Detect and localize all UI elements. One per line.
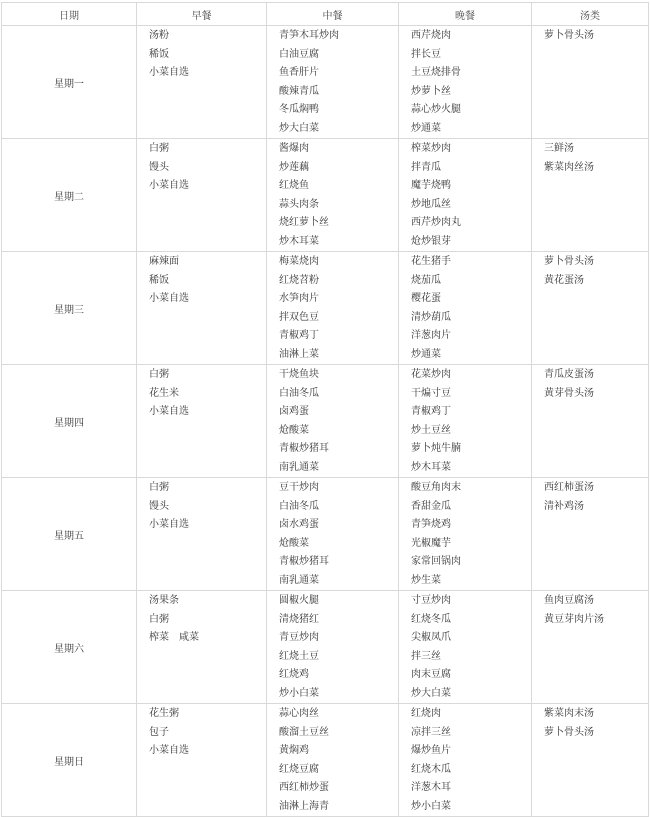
menu-item: 白油冬瓜 (279, 387, 319, 399)
menu-item: 西红柿炒蛋 (279, 782, 329, 793)
menu-item: 包子 (149, 726, 169, 738)
dinner-cell (399, 704, 532, 817)
menu-item: 炒莲藕 (279, 161, 309, 173)
menu-item: 炒萝卜丝 (411, 85, 451, 97)
menu-item: 萝卜骨头汤 (544, 256, 594, 267)
menu-item: 青椒鸡丁 (411, 406, 451, 417)
menu-item: 花生粥 (149, 708, 179, 719)
soup-cell (532, 252, 649, 365)
menu-item: 萝卜炖牛腩 (411, 443, 461, 454)
menu-item: 樱花蛋 (411, 293, 441, 304)
menu-item: 炒小白菜 (279, 687, 319, 699)
menu-item: 小菜自选 (149, 745, 189, 756)
dinner-cell (399, 365, 532, 478)
menu-item: 炒木耳菜 (279, 235, 319, 247)
day-cell: 星期五 (2, 478, 137, 591)
menu-item: 青笋木耳炒肉 (279, 30, 339, 41)
menu-item: 蒜心炒火腿 (411, 104, 461, 115)
menu-item: 青瓜皮蛋汤 (544, 369, 594, 380)
menu-item: 小菜自选 (149, 293, 189, 304)
menu-item: 稀饭 (149, 274, 169, 286)
menu-item: 南乳通菜 (279, 461, 319, 473)
weekly-menu-table (1, 2, 649, 817)
breakfast-cell (137, 591, 267, 704)
table-row (2, 478, 649, 591)
day-cell: 星期三 (2, 252, 137, 365)
menu-item: 冬瓜焖鸭 (279, 104, 319, 115)
menu-item: 黄焖鸡 (279, 745, 309, 756)
menu-item: 汤果条 (149, 595, 179, 606)
menu-item: 白油冬瓜 (279, 500, 319, 512)
day-cell: 星期六 (2, 591, 137, 704)
menu-item: 炒木耳菜 (411, 461, 451, 473)
lunch-cell (267, 252, 399, 365)
menu-item: 炒大白菜 (279, 122, 319, 134)
menu-item: 白粥 (149, 143, 169, 154)
menu-item: 油淋上菜 (279, 348, 319, 360)
menu-item: 烧茄瓜 (411, 274, 441, 286)
menu-item: 青椒炒猪耳 (279, 556, 329, 567)
menu-item: 炒地瓜丝 (411, 198, 451, 210)
soup-cell (532, 704, 649, 817)
day-cell: 星期一 (2, 26, 137, 139)
menu-item: 红烧苕粉 (279, 274, 319, 286)
soup-cell (532, 478, 649, 591)
menu-item: 干煸寸豆 (411, 387, 451, 399)
dinner-cell (399, 591, 532, 704)
dinner-cell (399, 26, 532, 139)
menu-item: 红烧豆腐 (279, 763, 319, 775)
menu-item: 小菜自选 (149, 406, 189, 417)
menu-item: 花菜炒肉 (411, 369, 451, 380)
menu-item: 家常回锅肉 (411, 556, 461, 567)
menu-item: 酸辣青瓜 (279, 85, 319, 97)
menu-item: 西芹烧肉 (411, 30, 451, 41)
breakfast-cell (137, 139, 267, 252)
table-row (2, 139, 649, 252)
menu-item: 魔芋烧鸭 (411, 180, 451, 191)
header-dinner: 晚餐 (399, 3, 532, 26)
menu-item: 凉拌三丝 (411, 726, 451, 738)
soup-cell (532, 591, 649, 704)
table-row (2, 591, 649, 704)
lunch-cell (267, 365, 399, 478)
menu-item: 馒头 (149, 500, 169, 512)
menu-item: 萝卜骨头汤 (544, 30, 594, 41)
lunch-cell (267, 591, 399, 704)
menu-item: 炒小白菜 (411, 800, 451, 812)
breakfast-cell (137, 478, 267, 591)
menu-item: 酸豆角肉末 (411, 482, 461, 493)
day-cell: 星期日 (2, 704, 137, 817)
menu-item: 白粥 (149, 613, 169, 625)
menu-item: 黄花蛋汤 (544, 274, 584, 286)
menu-item: 炒通菜 (411, 122, 441, 134)
menu-item: 洋葱肉片 (411, 330, 451, 341)
menu-item: 光椒魔芋 (411, 537, 451, 549)
menu-item: 香甜金瓜 (411, 500, 451, 512)
menu-item: 南乳通菜 (279, 574, 319, 586)
menu-item: 青笋烧鸡 (411, 519, 451, 530)
menu-item: 炝酸菜 (279, 537, 309, 549)
menu-item: 干烧鱼块 (279, 369, 319, 380)
menu-item: 白油豆腐 (279, 48, 319, 60)
table-row (2, 252, 649, 365)
menu-item: 清炒葫瓜 (411, 311, 451, 323)
menu-item: 拌长豆 (411, 48, 441, 60)
menu-item: 烧红萝卜丝 (279, 217, 329, 228)
menu-item: 圆椒火腿 (279, 595, 319, 606)
header-breakfast: 早餐 (137, 3, 267, 26)
menu-item: 炒土豆丝 (411, 424, 451, 436)
menu-item: 爆炒鱼片 (411, 745, 451, 756)
table-row (2, 26, 649, 139)
menu-item: 紫菜肉丝汤 (544, 161, 594, 173)
menu-item: 清补鸡汤 (544, 500, 584, 512)
menu-item: 红烧冬瓜 (411, 613, 451, 625)
menu-item: 萝卜骨头汤 (544, 726, 594, 738)
lunch-cell (267, 704, 399, 817)
menu-item: 麻辣面 (149, 256, 179, 267)
menu-item: 榨菜 咸菜 (149, 632, 199, 643)
menu-item: 尖椒凤爪 (411, 632, 451, 643)
menu-item: 炝酸菜 (279, 424, 309, 436)
menu-item: 红烧土豆 (279, 650, 319, 662)
menu-item: 小菜自选 (149, 180, 189, 191)
menu-item: 青椒炒猪耳 (279, 443, 329, 454)
menu-item: 酱爆肉 (279, 143, 309, 154)
table-row (2, 704, 649, 817)
lunch-cell (267, 478, 399, 591)
menu-item: 西红柿蛋汤 (544, 482, 594, 493)
dinner-cell (399, 252, 532, 365)
menu-item: 清烧猪红 (279, 613, 319, 625)
menu-item: 鱼香肝片 (279, 67, 319, 78)
menu-item: 榨菜炒肉 (411, 143, 451, 154)
header-soup: 汤类 (532, 3, 649, 26)
menu-item: 小菜自选 (149, 519, 189, 530)
menu-item: 肉末豆腐 (411, 669, 451, 680)
menu-item: 红烧鱼 (279, 180, 309, 191)
menu-item: 青豆炒肉 (279, 632, 319, 643)
header-lunch: 中餐 (267, 3, 399, 26)
menu-item: 红烧肉 (411, 708, 441, 719)
header-row (2, 3, 649, 26)
menu-item: 小菜自选 (149, 67, 189, 78)
menu-item: 卤鸡蛋 (279, 406, 309, 417)
menu-item: 汤粉 (149, 30, 169, 41)
menu-item: 豆干炒肉 (279, 482, 319, 493)
menu-item: 稀饭 (149, 48, 169, 60)
menu-item: 炒生菜 (411, 574, 441, 586)
menu-item: 拌双色豆 (279, 311, 319, 323)
breakfast-cell (137, 26, 267, 139)
menu-item: 白粥 (149, 369, 169, 380)
menu-item: 炒大白菜 (411, 687, 451, 699)
menu-item: 蒜心肉丝 (279, 708, 319, 719)
header-date: 日期 (2, 3, 137, 26)
breakfast-cell (137, 365, 267, 478)
table-row (2, 365, 649, 478)
menu-item: 寸豆炒肉 (411, 595, 451, 606)
dinner-cell (399, 478, 532, 591)
menu-item: 红烧木瓜 (411, 763, 451, 775)
menu-item: 白粥 (149, 482, 169, 493)
menu-item: 拌三丝 (411, 650, 441, 662)
menu-item: 紫菜肉末汤 (544, 708, 594, 719)
lunch-cell (267, 139, 399, 252)
soup-cell (532, 365, 649, 478)
soup-cell (532, 139, 649, 252)
breakfast-cell (137, 252, 267, 365)
menu-item: 炒通菜 (411, 348, 441, 360)
lunch-cell (267, 26, 399, 139)
menu-item: 青椒鸡丁 (279, 330, 319, 341)
menu-item: 西芹炒肉丸 (411, 217, 461, 228)
menu-item: 三鲜汤 (544, 143, 574, 154)
menu-item: 卤水鸡蛋 (279, 519, 319, 530)
menu-item: 红烧鸡 (279, 669, 309, 680)
menu-item: 蒜头肉条 (279, 198, 319, 210)
breakfast-cell (137, 704, 267, 817)
menu-item: 油淋上海青 (279, 800, 329, 812)
menu-item: 酸溜土豆丝 (279, 726, 329, 738)
menu-item: 花生米 (149, 387, 179, 399)
dinner-cell (399, 139, 532, 252)
menu-item: 梅菜烧肉 (279, 256, 319, 267)
day-cell: 星期二 (2, 139, 137, 252)
menu-item: 洋葱木耳 (411, 782, 451, 793)
menu-item: 黄芽骨头汤 (544, 387, 594, 399)
menu-item: 土豆烧排骨 (411, 67, 461, 78)
menu-item: 炝炒银芽 (411, 235, 451, 247)
menu-item: 黄豆芽肉片汤 (544, 613, 604, 625)
soup-cell (532, 26, 649, 139)
menu-item: 拌青瓜 (411, 161, 441, 173)
menu-item: 花生猪手 (411, 256, 451, 267)
day-cell: 星期四 (2, 365, 137, 478)
menu-item: 馒头 (149, 161, 169, 173)
menu-item: 鱼肉豆腐汤 (544, 595, 594, 606)
menu-item: 水笋肉片 (279, 293, 319, 304)
